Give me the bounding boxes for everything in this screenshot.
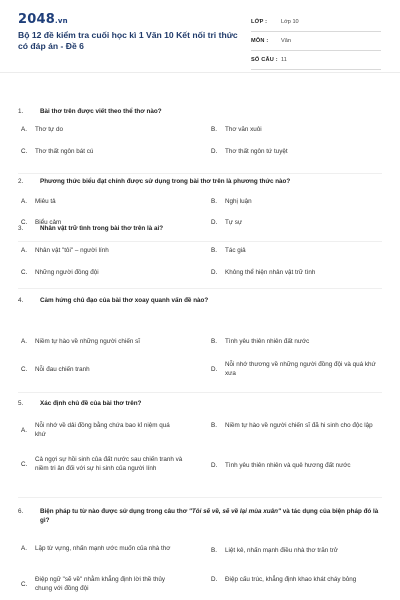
option-c[interactable]: C. Cả ngợi sự hồi sinh của đất nước sau chiến tranh và niềm tri ân đối với sự hi sinh của người lính bbox=[21, 456, 183, 472]
question-stem bbox=[18, 177, 388, 186]
page-title: Bộ 12 đề kiểm tra cuối học kì 1 Văn 10 Kết nối tri thức có đáp án - Đề 6 bbox=[18, 30, 238, 51]
option-b[interactable]: B. Thơ văn xuôi bbox=[211, 126, 262, 133]
question-stem bbox=[18, 296, 388, 305]
meta-row-subject bbox=[251, 32, 381, 51]
option-c[interactable]: C. Điệp ngữ "sẽ về" nhằm khẳng định lời thề thủy chung với đồng đội bbox=[21, 576, 166, 592]
question-number: 6. bbox=[18, 508, 24, 515]
meta-value: 11 bbox=[281, 57, 287, 63]
exam-meta-table bbox=[251, 13, 381, 70]
option-b[interactable]: B. Tình yêu thiên nhiên đất nước bbox=[211, 338, 310, 345]
option-a[interactable]: A. Miêu tả bbox=[21, 198, 56, 205]
option-d[interactable]: D. Điệp cấu trúc, khẳng định khao khát cháy bỏng bbox=[211, 576, 357, 583]
question-number: 3. bbox=[18, 225, 24, 232]
document-header bbox=[0, 0, 400, 72]
question-3 bbox=[18, 224, 388, 233]
option-d[interactable]: D. Không thể hiện nhân vật trữ tình bbox=[211, 269, 316, 276]
question-5 bbox=[18, 399, 388, 408]
option-a[interactable]: A. Nhân vật "tôi" – người lính bbox=[21, 247, 109, 254]
option-c[interactable]: C. Thơ thất ngôn bát cú bbox=[21, 148, 94, 155]
question-1 bbox=[18, 107, 388, 116]
option-b[interactable]: B. Tác giả bbox=[211, 247, 246, 254]
quoted-verse: "Tôi sẽ về, sẽ về lại mùa xuân" bbox=[188, 508, 281, 515]
question-text: Nhân vật trữ tình trong bài thơ trên là ai? bbox=[40, 225, 164, 232]
meta-value: Lớp 10 bbox=[281, 19, 299, 25]
option-d[interactable]: D. Tình yêu thiên nhiên và quê hương đất nước bbox=[211, 462, 351, 469]
option-b[interactable]: B. Liệt kê, nhấn mạnh điều nhà thơ trăn trở bbox=[211, 547, 338, 554]
meta-key: MÔN : bbox=[251, 38, 269, 44]
question-text: Cảm hứng chủ đạo của bài thơ xoay quanh vấn đề nào? bbox=[40, 297, 209, 304]
option-d[interactable]: D. Nỗi nhớ thương về những người đồng đội và quá khứ xưa bbox=[211, 361, 376, 377]
question-2 bbox=[18, 177, 388, 186]
question-number: 2. bbox=[18, 178, 24, 185]
option-a[interactable]: A. Lặp từ vựng, nhấn mạnh ước muốn của nhà thơ bbox=[21, 545, 171, 552]
question-divider bbox=[18, 173, 382, 174]
question-stem bbox=[18, 224, 388, 233]
meta-key: LỚP : bbox=[251, 19, 268, 25]
option-a[interactable]: A. Nỗi nhớ về dải đồng bằng chứa bao kỉ niệm quá khứ bbox=[21, 422, 170, 438]
site-logo[interactable]: 2048.vn bbox=[18, 12, 68, 27]
question-divider bbox=[18, 392, 382, 393]
option-c[interactable]: C. Những người đồng đội bbox=[21, 269, 99, 276]
option-b[interactable]: B. Niềm tự hào về người chiến sĩ đã hi sinh cho độc lập bbox=[211, 422, 373, 429]
question-stem bbox=[18, 107, 388, 116]
option-c[interactable]: C. Nỗi đau chiến tranh bbox=[21, 366, 90, 373]
question-text: Bài thơ trên được viết theo thể thơ nào? bbox=[40, 108, 162, 115]
question-stem bbox=[18, 507, 388, 525]
question-text: Xác định chủ đề của bài thơ trên? bbox=[40, 400, 142, 407]
question-stem bbox=[18, 399, 388, 408]
option-b[interactable]: B. Nghị luận bbox=[211, 198, 252, 205]
question-6 bbox=[18, 507, 388, 525]
question-number: 4. bbox=[18, 297, 24, 304]
question-divider bbox=[18, 497, 382, 498]
option-a[interactable]: A. Thơ tự do bbox=[21, 126, 63, 133]
meta-key: SỐ CÂU : bbox=[251, 57, 278, 63]
question-text: Phương thức biểu đạt chính được sử dụng trong bài thơ trên là phương thức nào? bbox=[40, 178, 291, 185]
meta-row-question-count bbox=[251, 51, 381, 70]
header-divider bbox=[0, 72, 400, 73]
option-a[interactable]: A. Niềm tự hào về những người chiến sĩ bbox=[21, 338, 140, 345]
option-c[interactable]: C. Biểu cảm bbox=[21, 219, 62, 226]
meta-value: Văn bbox=[281, 38, 291, 44]
question-text: Biện pháp tu từ nào được sử dụng trong câu thơ "Tôi sẽ về, sẽ về lại mùa xuân" và tác dụng của biện pháp đó là gì? bbox=[40, 508, 379, 524]
question-number: 5. bbox=[18, 400, 24, 407]
question-number: 1. bbox=[18, 108, 24, 115]
option-d[interactable]: D. Tự sự bbox=[211, 219, 243, 226]
question-4 bbox=[18, 296, 388, 305]
question-divider bbox=[18, 288, 382, 289]
question-divider bbox=[18, 241, 382, 242]
option-d[interactable]: D. Thơ thất ngôn tứ tuyệt bbox=[211, 148, 288, 155]
meta-row-class bbox=[251, 13, 381, 32]
